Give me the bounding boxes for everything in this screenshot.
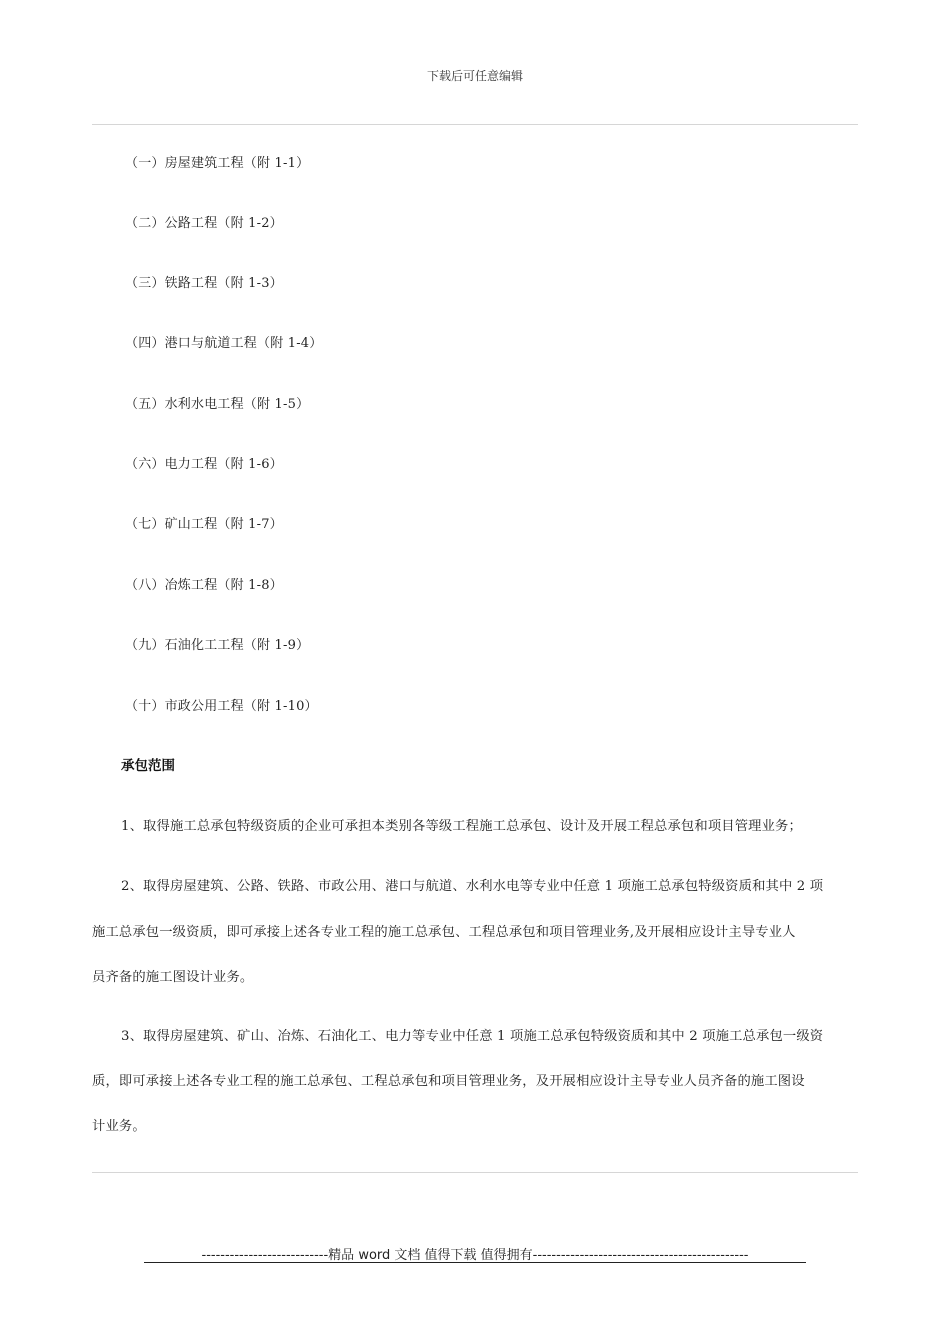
list-item: （三）铁路工程（附 1-3） — [125, 276, 283, 291]
paragraph-line: 质，即可承接上述各专业工程的施工总承包、工程总承包和项目管理业务，及开展相应设计主导专业人员齐备的施工图设 — [92, 1074, 805, 1089]
paragraph-line: 1、取得施工总承包特级资质的企业可承担本类别各等级工程施工总承包、设计及开展工程总承包和项目管理业务； — [121, 819, 802, 834]
section-heading: 承包范围 — [121, 758, 175, 774]
header-divider — [92, 124, 858, 125]
footer-underline — [144, 1262, 806, 1263]
list-item: （九）石油化工工程（附 1-9） — [125, 638, 310, 653]
list-item: （一）房屋建筑工程（附 1-1） — [125, 156, 310, 171]
paragraph-line: 员齐备的施工图设计业务。 — [92, 970, 254, 985]
list-item: （六）电力工程（附 1-6） — [125, 457, 283, 472]
header-text: 下载后可任意编辑 — [426, 69, 523, 83]
list-item: （二）公路工程（附 1-2） — [125, 216, 283, 231]
paragraph-line: 3、取得房屋建筑、矿山、冶炼、石油化工、电力等专业中任意 1 项施工总承包特级资质和其中 2 项施工总承包一级资 — [121, 1029, 824, 1044]
footer-text: ---------------------------精品 word 文档 值得下载 值得拥有---------------------------------------------- — [201, 1248, 749, 1263]
list-item: （七）矿山工程（附 1-7） — [125, 517, 283, 532]
paragraph-line: 2、取得房屋建筑、公路、铁路、市政公用、港口与航道、水利水电等专业中任意 1 项施工总承包特级资质和其中 2 项 — [121, 879, 824, 894]
paragraph-line: 施工总承包一级资质，即可承接上述各专业工程的施工总承包、工程总承包和项目管理业务,及开展相应设计主导专业人 — [92, 925, 796, 940]
list-item: （五）水利水电工程（附 1-5） — [125, 397, 310, 412]
body-divider — [92, 1172, 858, 1173]
paragraph-line: 计业务。 — [92, 1119, 146, 1134]
list-item: （四）港口与航道工程（附 1-4） — [125, 336, 323, 351]
list-item: （八）冶炼工程（附 1-8） — [125, 578, 283, 593]
list-item: （十）市政公用工程（附 1-10） — [125, 699, 318, 714]
